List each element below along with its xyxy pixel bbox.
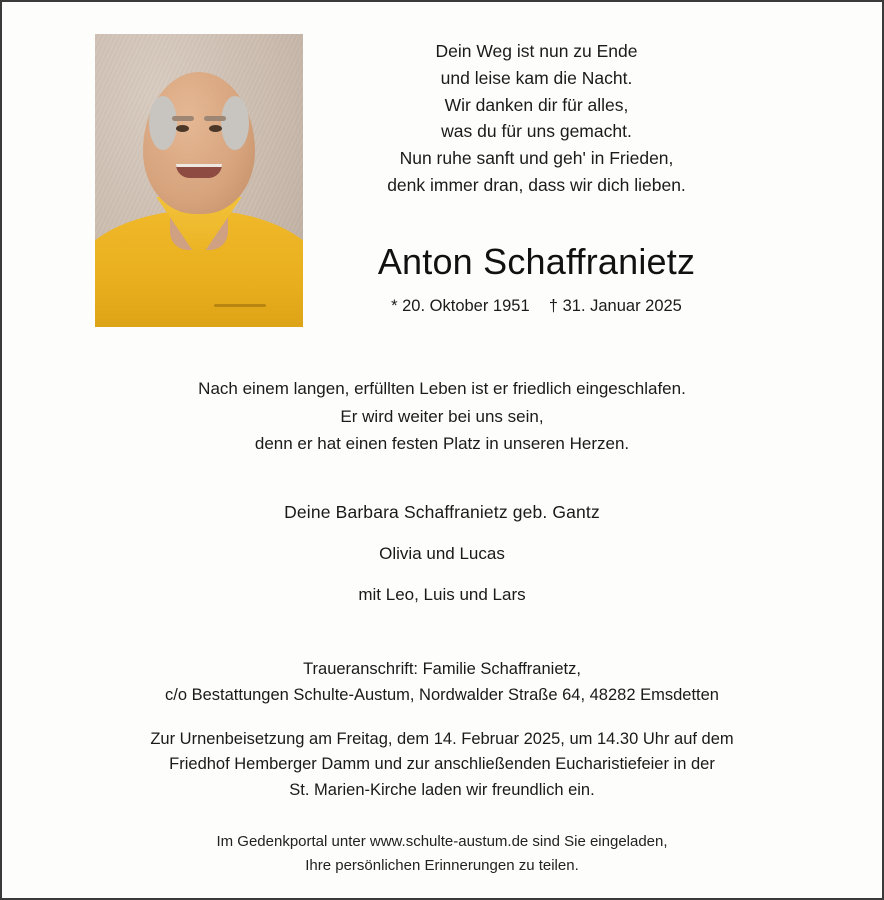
- memorial-verse: [247, 38, 826, 199]
- service-line: Zur Urnenbeisetzung am Freitag, dem 14. Februar 2025, um 14.30 Uhr auf dem: [150, 729, 734, 748]
- memorial-line: Er wird weiter bei uns sein,: [340, 406, 544, 426]
- memorial-message: [42, 375, 842, 458]
- service-line: St. Marien-Kirche laden wir freundlich ein.: [289, 780, 595, 799]
- verse-line: und leise kam die Nacht.: [440, 67, 633, 88]
- death-date: † 31. Januar 2025: [548, 296, 682, 315]
- verse-line: Wir danken dir für alles,: [444, 94, 629, 115]
- family-names: [42, 502, 842, 606]
- funeral-service-details: [42, 727, 842, 804]
- portal-line: Ihre persönlichen Erinnerungen zu teilen.: [305, 857, 579, 874]
- grandchildren-names: mit Leo, Luis und Lars: [358, 584, 526, 604]
- children-names: Olivia und Lucas: [379, 543, 505, 563]
- verse-and-name-column: [247, 30, 852, 316]
- mourning-address: [42, 657, 842, 708]
- photo-mouth: [176, 164, 222, 178]
- photo-eye-left: [176, 125, 189, 132]
- verse-line: was du für uns gemacht.: [441, 121, 632, 142]
- memorial-line: Nach einem langen, erfüllten Leben ist er friedlich eingeschlafen.: [198, 379, 686, 398]
- address-line: c/o Bestattungen Schulte-Austum, Nordwalder Straße 64, 48282 Emsdetten: [165, 685, 719, 704]
- birth-date: * 20. Oktober 1951: [391, 296, 530, 315]
- photo-eyebrow-left: [172, 116, 194, 121]
- photo-pocket: [214, 304, 266, 307]
- verse-line: Dein Weg ist nun zu Ende: [435, 41, 638, 61]
- spouse-name: Deine Barbara Schaffranietz geb. Gantz: [284, 501, 600, 522]
- photo-eye-right: [209, 125, 222, 132]
- body-section: [2, 375, 882, 878]
- verse-line: denk immer dran, dass wir dich lieben.: [387, 174, 686, 195]
- verse-line: Nun ruhe sanft und geh' in Frieden,: [399, 148, 674, 169]
- memorial-line: denn er hat einen festen Platz in unseren Herzen.: [254, 434, 630, 454]
- deceased-name: Anton Schaffranietz: [377, 240, 696, 282]
- life-dates: [247, 297, 826, 316]
- service-line: Friedhof Hemberger Damm und zur anschließenden Eucharistiefeier in der: [169, 755, 715, 774]
- photo-hair-right: [221, 96, 249, 150]
- header-section: [2, 2, 882, 327]
- photo-eyebrow-right: [204, 116, 226, 121]
- memorial-portal-note: [42, 830, 842, 879]
- portrait-photo: [95, 34, 303, 327]
- portrait-container: [32, 30, 247, 327]
- photo-hair-left: [149, 96, 177, 150]
- portal-line: Im Gedenkportal unter www.schulte-austum.de sind Sie eingeladen,: [216, 832, 668, 850]
- address-line: Traueranschrift: Familie Schaffranietz,: [303, 660, 581, 679]
